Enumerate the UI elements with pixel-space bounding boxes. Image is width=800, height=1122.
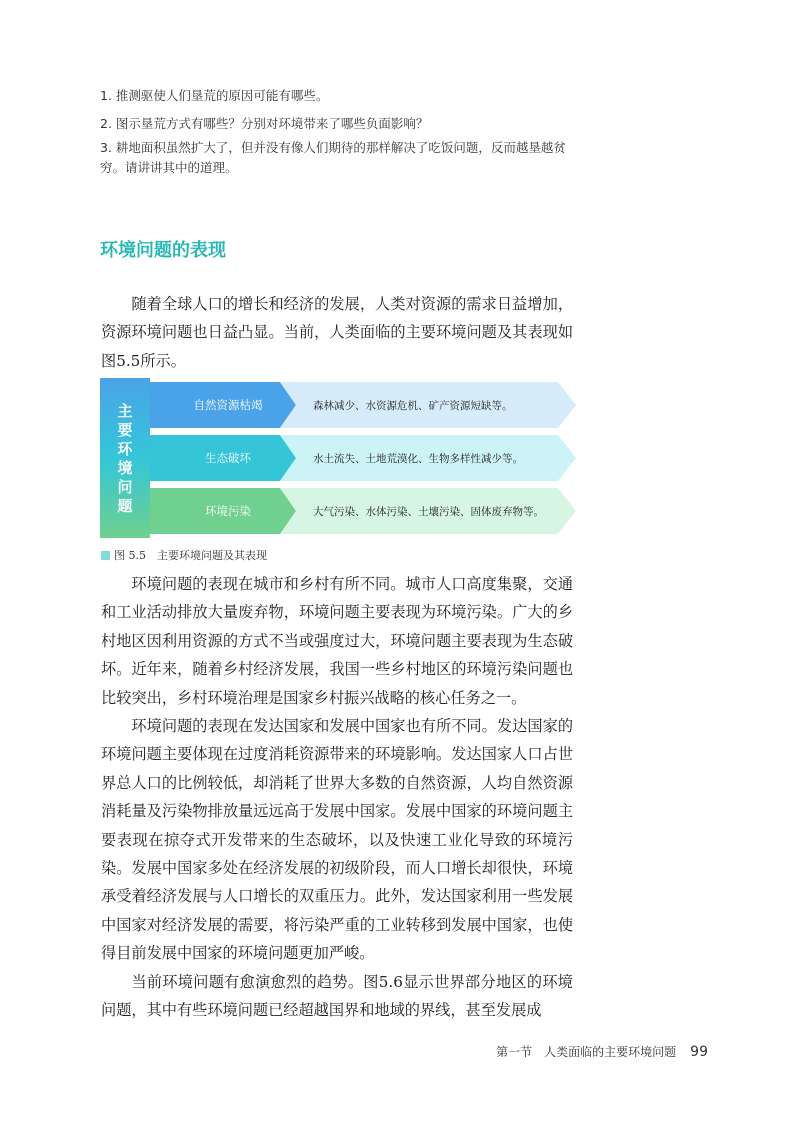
category-label-ecological-damage: 生态破坏: [205, 451, 251, 465]
root-char: 主: [117, 402, 133, 420]
category-label-pollution: 环境污染: [205, 504, 251, 518]
question-1: 1. 推测驱使人们垦荒的原因可能有哪些。: [100, 88, 329, 103]
paragraph-developed-developing: 环境问题的表现在发达国家和发展中国家也有所不同。发达国家的环境问题主要体现在过度消耗资源带来的环境影响。发达国家人口占世界总人口的比例较低，却消耗了世界大多数的自然资源，人均自然资源消耗量及污染物排放量远远高于发展中国家。发展中国家的环境问题主要表现在掠夺式开发带来的生态破坏，以及快速工业化导致的环境污染。发展中国家多处在经济发展的初级阶段，而人口增长却很快，环境承受着经济发展与人口增长的双重压力。此外，发达国家利用一些发展中国家对经济发展的需要，将污染严重的工业转移到发展中国家，也使得目前发展中国家的环境问题更加严峻。: [101, 717, 573, 963]
page-footer: [496, 1043, 708, 1060]
category-label-resource-depletion: 自然资源枯竭: [193, 398, 263, 412]
root-char: 问: [117, 478, 133, 496]
caption-marker: [101, 551, 110, 560]
body-paragraphs: [101, 570, 573, 1025]
question-3-text: 3. 耕地面积虽然扩大了，但并没有像人们期待的那样解决了吃饭问题，反而越垦越贫穷。请讲讲其中的道理。: [100, 140, 566, 175]
root-char: 环: [117, 440, 133, 458]
root-char: 境: [117, 459, 133, 477]
section-title: 环境问题的表现: [100, 240, 226, 261]
figure-caption: [101, 547, 267, 563]
description-pollution: 大气污染、水体污染、土壤污染、固体废弃物等。: [313, 506, 544, 518]
question-3: [100, 138, 580, 178]
intro-paragraph-text: 随着全球人口的增长和经济的发展，人类对资源的需求日益增加，资源环境问题也日益凸显。当前，人类面临的主要环境问题及其表现如图5.5所示。: [101, 295, 573, 370]
question-2: 2. 图示垦荒方式有哪些？分别对环境带来了哪些负面影响？: [100, 116, 429, 131]
description-resource-depletion: 森林减少、水资源危机、矿产资源短缺等。: [313, 400, 513, 412]
paragraph-trend: 当前环境问题有愈演愈烈的趋势。图5.6显示世界部分地区的环境问题，其中有些环境问题已经超越国界和地域的界线，甚至发展成: [101, 972, 573, 1020]
environment-problems-diagram: [100, 378, 580, 538]
root-char: 题: [117, 497, 133, 515]
description-ecological-damage: 水土流失、土地荒漠化、生物多样性减少等。: [313, 453, 523, 465]
root-char: 要: [117, 421, 133, 439]
figure-caption-text: 图 5.5 主要环境问题及其表现: [114, 549, 267, 562]
paragraph-urban-rural: 环境问题的表现在城市和乡村有所不同。城市人口高度集聚，交通和工业活动排放大量废弃物，环境问题主要表现为环境污染。广大的乡村地区因利用资源的方式不当或强度过大，环境问题主要表现为生态破坏。近年来，随着乡村经济发展，我国一些乡村地区的环境污染问题也比较突出，乡村环境治理是国家乡村振兴战略的核心任务之一。: [101, 575, 573, 707]
intro-paragraph: [101, 290, 573, 375]
page-number: 99: [690, 1044, 708, 1060]
footer-section-label: 第一节 人类面临的主要环境问题: [496, 1045, 677, 1059]
